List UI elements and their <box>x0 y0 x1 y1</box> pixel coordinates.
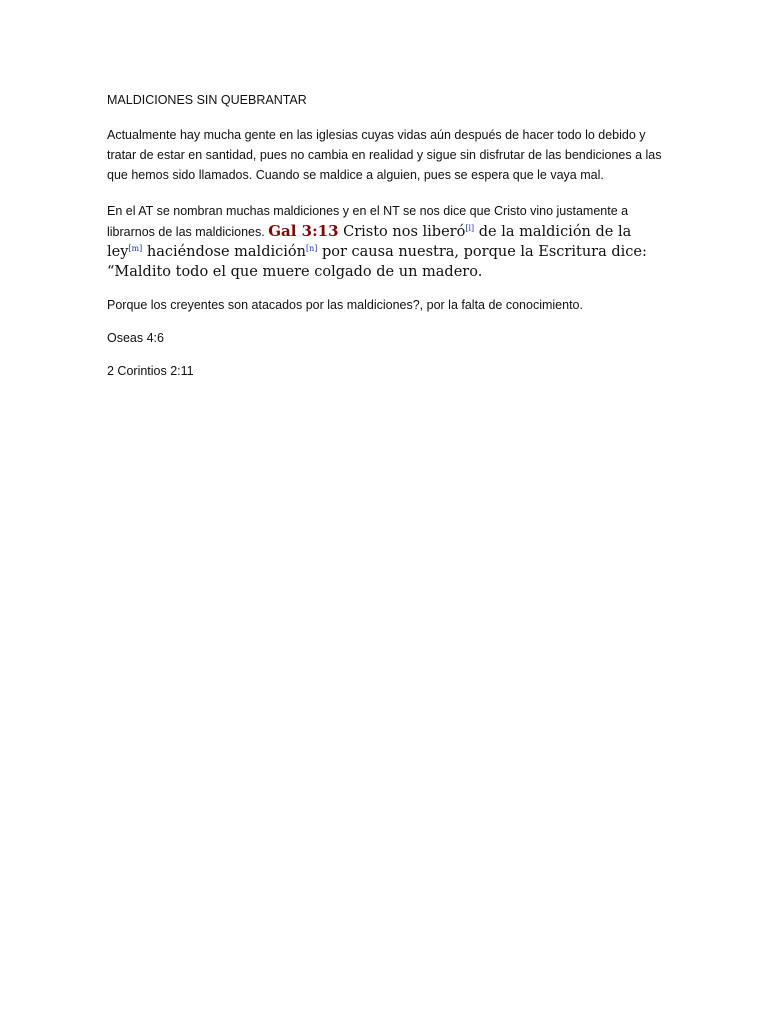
document-page <box>107 92 667 397</box>
paragraph-intro: Actualmente hay mucha gente en las iglesias cuyas vidas aún después de hacer todo lo debido y tratar de estar en santidad, pues no cambia en realidad y sigue sin disfrutar de las bendiciones a las que hemos sido llamados. Cuando se maldice a alguien, pues se espera que le vaya mal. <box>107 128 662 182</box>
footnote-link-n[interactable]: [n] <box>305 243 318 253</box>
verse-text-part3: haciéndose maldición <box>142 244 306 260</box>
paragraph-curses-intro: En el AT se nombran muchas maldiciones y en el NT se nos dice que Cristo vino justamente a librarnos de las maldiciones. <box>107 204 629 239</box>
paragraph-curses <box>107 201 667 282</box>
verse-text-part4: por causa nuestra, porque la Escritura dice: “Maldito todo el que muere colgado de un madero. <box>107 244 647 280</box>
verse-text-part1: Cristo nos liberó <box>338 224 466 240</box>
footnote-link-l[interactable]: [l] <box>465 223 475 233</box>
reference-oseas: Oseas 4:6 <box>107 331 164 345</box>
verse-text-part2: de la maldición de la ley <box>107 224 632 260</box>
reference-corintios: 2 Corintios 2:11 <box>107 364 194 378</box>
footnote-link-m[interactable]: [m] <box>128 243 143 253</box>
document-title: MALDICIONES SIN QUEBRANTAR <box>107 93 307 107</box>
verse-reference: Gal 3:13 <box>268 222 339 240</box>
paragraph-question: Porque los creyentes son atacados por las maldiciones?, por la falta de conocimiento. <box>107 298 583 312</box>
